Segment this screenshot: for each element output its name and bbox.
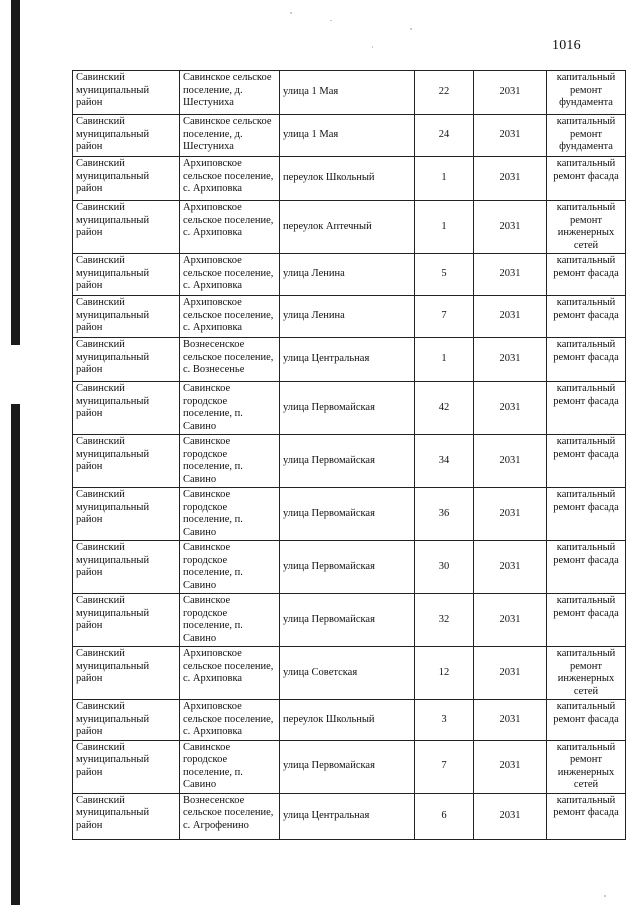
settlement-cell: Вознесенское сельское поселение, с. Вознесенье: [180, 338, 280, 382]
work-type-cell: капитальный ремонт инженерных сетей: [547, 647, 626, 700]
table-row: [73, 382, 626, 435]
house-number-cell: 42: [415, 382, 474, 435]
year-cell: 2031: [474, 157, 547, 201]
year-cell: 2031: [474, 382, 547, 435]
table-row: [73, 435, 626, 488]
house-number-cell: 1: [415, 157, 474, 201]
work-type-cell: капитальный ремонт фасада: [547, 435, 626, 488]
year-cell: 2031: [474, 338, 547, 382]
street-cell: улица Первомайская: [280, 488, 415, 541]
settlement-cell: Архиповское сельское поселение, с. Архиповка: [180, 647, 280, 700]
work-type-cell: капитальный ремонт инженерных сетей: [547, 740, 626, 793]
district-cell: Савинский муниципальный район: [73, 700, 180, 741]
street-cell: улица Первомайская: [280, 435, 415, 488]
year-cell: 2031: [474, 541, 547, 594]
street-cell: улица Первомайская: [280, 594, 415, 647]
street-cell: переулок Школьный: [280, 700, 415, 741]
scan-edge-shadow-bottom: [11, 404, 20, 905]
settlement-cell: Савинское сельское поселение, д. Шестуниха: [180, 115, 280, 157]
district-cell: Савинский муниципальный район: [73, 488, 180, 541]
street-cell: переулок Аптечный: [280, 201, 415, 254]
year-cell: 2031: [474, 201, 547, 254]
year-cell: 2031: [474, 700, 547, 741]
street-cell: улица Советская: [280, 647, 415, 700]
table-row: [73, 254, 626, 296]
house-number-cell: 36: [415, 488, 474, 541]
district-cell: Савинский муниципальный район: [73, 594, 180, 647]
settlement-cell: Савинское городское поселение, п. Савино: [180, 594, 280, 647]
year-cell: 2031: [474, 647, 547, 700]
work-type-cell: капитальный ремонт фасада: [547, 296, 626, 338]
work-type-cell: капитальный ремонт фасада: [547, 157, 626, 201]
work-type-cell: капитальный ремонт фасада: [547, 541, 626, 594]
district-cell: Савинский муниципальный район: [73, 541, 180, 594]
street-cell: улица Первомайская: [280, 382, 415, 435]
house-number-cell: 12: [415, 647, 474, 700]
work-type-cell: капитальный ремонт фасада: [547, 700, 626, 741]
year-cell: 2031: [474, 435, 547, 488]
street-cell: улица Ленина: [280, 254, 415, 296]
scan-speckle: [410, 28, 412, 30]
house-number-cell: 1: [415, 338, 474, 382]
district-cell: Савинский муниципальный район: [73, 647, 180, 700]
table-row: [73, 338, 626, 382]
house-number-cell: 34: [415, 435, 474, 488]
table-row: [73, 296, 626, 338]
table-row: [73, 115, 626, 157]
settlement-cell: Архиповское сельское поселение, с. Архиповка: [180, 296, 280, 338]
year-cell: 2031: [474, 71, 547, 115]
year-cell: 2031: [474, 254, 547, 296]
repair-register-table: [72, 70, 626, 840]
scan-speckle: [330, 20, 332, 21]
scan-speckle: [604, 895, 606, 897]
district-cell: Савинский муниципальный район: [73, 793, 180, 839]
street-cell: улица 1 Мая: [280, 71, 415, 115]
table-row: [73, 647, 626, 700]
district-cell: Савинский муниципальный район: [73, 740, 180, 793]
house-number-cell: 30: [415, 541, 474, 594]
table-row: [73, 793, 626, 839]
settlement-cell: Вознесенское сельское поселение, с. Агрофенино: [180, 793, 280, 839]
year-cell: 2031: [474, 115, 547, 157]
year-cell: 2031: [474, 793, 547, 839]
year-cell: 2031: [474, 488, 547, 541]
house-number-cell: 32: [415, 594, 474, 647]
work-type-cell: капитальный ремонт фасада: [547, 594, 626, 647]
table-row: [73, 157, 626, 201]
table-row: [73, 740, 626, 793]
district-cell: Савинский муниципальный район: [73, 71, 180, 115]
work-type-cell: капитальный ремонт фасада: [547, 488, 626, 541]
settlement-cell: Архиповское сельское поселение, с. Архиповка: [180, 700, 280, 741]
work-type-cell: капитальный ремонт фундамента: [547, 115, 626, 157]
scan-edge-shadow-top: [11, 0, 20, 345]
work-type-cell: капитальный ремонт фундамента: [547, 71, 626, 115]
table-row: [73, 594, 626, 647]
work-type-cell: капитальный ремонт фасада: [547, 254, 626, 296]
street-cell: улица 1 Мая: [280, 115, 415, 157]
year-cell: 2031: [474, 296, 547, 338]
house-number-cell: 7: [415, 296, 474, 338]
house-number-cell: 6: [415, 793, 474, 839]
district-cell: Савинский муниципальный район: [73, 338, 180, 382]
settlement-cell: Савинское городское поселение, п. Савино: [180, 541, 280, 594]
table-row: [73, 700, 626, 741]
district-cell: Савинский муниципальный район: [73, 254, 180, 296]
work-type-cell: капитальный ремонт инженерных сетей: [547, 201, 626, 254]
table-row: [73, 201, 626, 254]
house-number-cell: 24: [415, 115, 474, 157]
street-cell: улица Центральная: [280, 793, 415, 839]
settlement-cell: Архиповское сельское поселение, с. Архиповка: [180, 157, 280, 201]
table-row: [73, 541, 626, 594]
settlement-cell: Савинское городское поселение, п. Савино: [180, 435, 280, 488]
house-number-cell: 1: [415, 201, 474, 254]
settlement-cell: Савинское сельское поселение, д. Шестуниха: [180, 71, 280, 115]
work-type-cell: капитальный ремонт фасада: [547, 338, 626, 382]
district-cell: Савинский муниципальный район: [73, 115, 180, 157]
street-cell: улица Центральная: [280, 338, 415, 382]
year-cell: 2031: [474, 594, 547, 647]
table-row: [73, 488, 626, 541]
settlement-cell: Архиповское сельское поселение, с. Архиповка: [180, 254, 280, 296]
scan-speckle: [290, 12, 292, 14]
street-cell: улица Ленина: [280, 296, 415, 338]
street-cell: улица Первомайская: [280, 740, 415, 793]
year-cell: 2031: [474, 740, 547, 793]
work-type-cell: капитальный ремонт фасада: [547, 793, 626, 839]
house-number-cell: 7: [415, 740, 474, 793]
scan-speckle: [372, 46, 373, 48]
district-cell: Савинский муниципальный район: [73, 201, 180, 254]
settlement-cell: Савинское городское поселение, п. Савино: [180, 488, 280, 541]
house-number-cell: 3: [415, 700, 474, 741]
work-type-cell: капитальный ремонт фасада: [547, 382, 626, 435]
settlement-cell: Савинское городское поселение, п. Савино: [180, 740, 280, 793]
street-cell: улица Первомайская: [280, 541, 415, 594]
settlement-cell: Савинское городское поселение, п. Савино: [180, 382, 280, 435]
district-cell: Савинский муниципальный район: [73, 382, 180, 435]
district-cell: Савинский муниципальный район: [73, 296, 180, 338]
house-number-cell: 22: [415, 71, 474, 115]
district-cell: Савинский муниципальный район: [73, 435, 180, 488]
street-cell: переулок Школьный: [280, 157, 415, 201]
house-number-cell: 5: [415, 254, 474, 296]
table-body: [73, 71, 626, 840]
page-number: 1016: [552, 38, 581, 53]
table-row: [73, 71, 626, 115]
settlement-cell: Архиповское сельское поселение, с. Архиповка: [180, 201, 280, 254]
district-cell: Савинский муниципальный район: [73, 157, 180, 201]
